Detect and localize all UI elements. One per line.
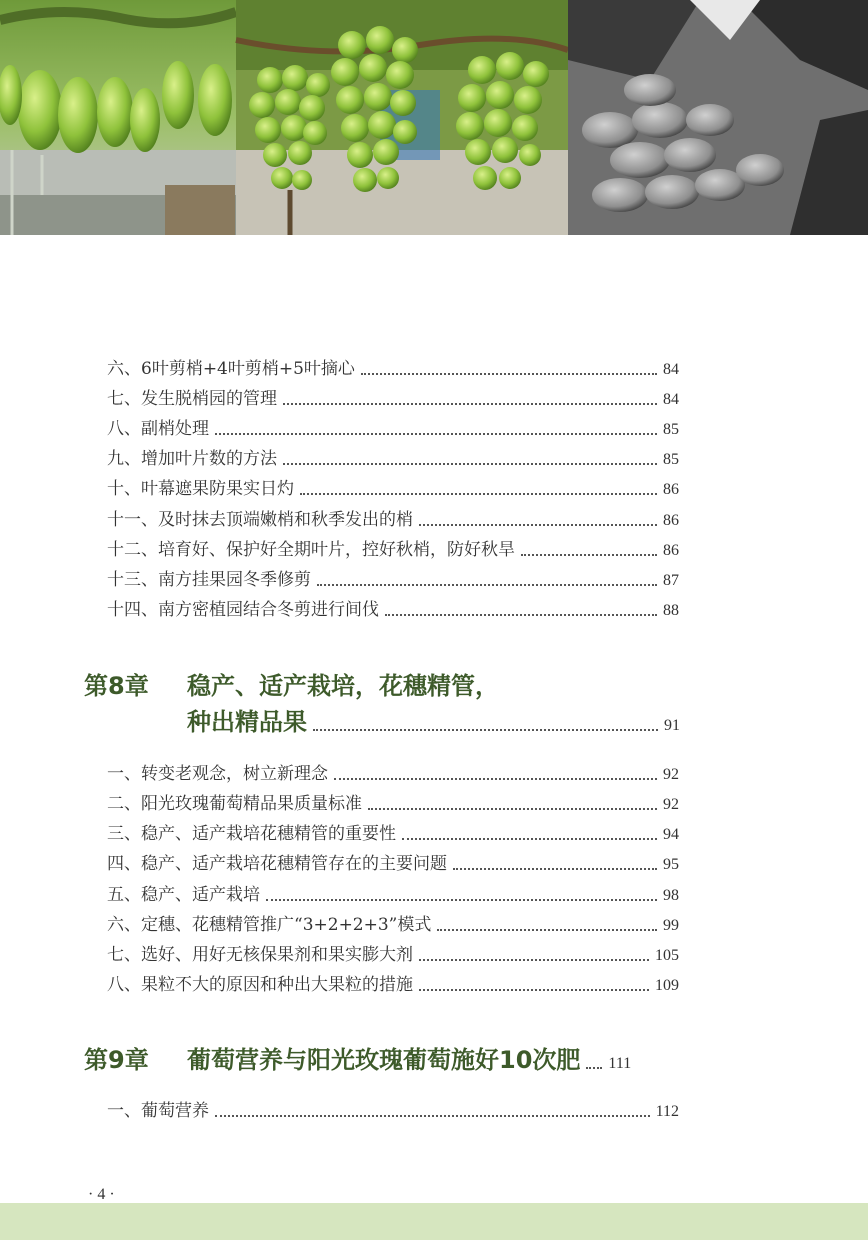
toc-entry-title: 八、副梢处理	[107, 419, 209, 439]
toc-leader-dots	[521, 554, 657, 556]
toc-entry[interactable]	[107, 883, 679, 907]
grape-vineyard-photo	[0, 0, 236, 235]
toc-entry[interactable]	[107, 973, 679, 997]
toc-leader-dots	[419, 989, 649, 991]
toc-entry-title: 十三、南方挂果园冬季修剪	[107, 570, 311, 590]
chapter-number: 第8章	[84, 672, 149, 700]
banner-illustration	[0, 0, 868, 235]
toc-entry-page: 105	[655, 947, 679, 964]
toc-leader-dots	[283, 463, 657, 465]
toc-leader-dots	[402, 838, 657, 840]
photo-banner	[0, 0, 868, 235]
chapter-number: 第9章	[84, 1046, 149, 1074]
toc-entry[interactable]	[107, 822, 679, 846]
grayscale-grape-closeup-photo	[568, 0, 868, 235]
toc-entry[interactable]	[107, 762, 679, 786]
toc-entry-title: 六、定穗、花穗精管推广“3+2+2+3”模式	[107, 915, 432, 935]
toc-leader-dots	[313, 729, 658, 731]
green-grape-clusters-photo	[236, 0, 568, 235]
toc-entry-page: 84	[663, 391, 679, 408]
toc-leader-dots	[300, 493, 657, 495]
toc-entry[interactable]	[107, 508, 679, 532]
toc-entry-page: 98	[663, 887, 679, 904]
toc-entry-page: 99	[663, 917, 679, 934]
toc-entry-title: 九、增加叶片数的方法	[107, 449, 277, 469]
toc-entry-title: 八、果粒不大的原因和种出大果粒的措施	[107, 975, 413, 995]
toc-entry-page: 86	[663, 542, 679, 559]
toc-entry-title: 一、葡萄营养	[107, 1101, 209, 1121]
toc-entry-title: 十二、培育好、保护好全期叶片，控好秋梢，防好秋旱	[107, 540, 515, 560]
toc-entry-page: 88	[663, 602, 679, 619]
toc-leader-dots	[437, 929, 657, 931]
toc-leader-dots	[361, 373, 657, 375]
toc-entry[interactable]	[107, 568, 679, 592]
chapter-title-line2: 种出精品果	[187, 708, 307, 736]
toc-leader-dots	[215, 433, 657, 435]
chapter-page: 111	[608, 1055, 632, 1072]
toc-entry[interactable]	[107, 598, 679, 622]
toc-leader-dots	[334, 778, 657, 780]
toc-entry[interactable]	[107, 357, 679, 381]
toc-leader-dots	[215, 1115, 650, 1117]
toc-entry-title: 三、稳产、适产栽培花穗精管的重要性	[107, 824, 396, 844]
page-number: · 4 ·	[88, 1186, 115, 1203]
toc-entry[interactable]	[107, 538, 679, 562]
toc-entry-page: 85	[663, 451, 679, 468]
chapter-title-line1: 稳产、适产栽培，花穗精管，	[187, 672, 499, 700]
chapter-page: 91	[664, 717, 680, 734]
toc-entry[interactable]	[107, 387, 679, 411]
toc-entry-title: 五、稳产、适产栽培	[107, 885, 260, 905]
toc-entry-page: 95	[663, 856, 679, 873]
toc-entry-page: 112	[655, 1103, 679, 1120]
toc-leader-dots	[317, 584, 657, 586]
toc-entry[interactable]	[107, 792, 679, 816]
toc-entry-page: 87	[663, 572, 679, 589]
toc-entry-title: 十、叶幕遮果防果实日灼	[107, 479, 294, 499]
toc-leader-dots	[283, 403, 657, 405]
toc-entry-title: 七、发生脱梢园的管理	[107, 389, 277, 409]
toc-leader-dots	[385, 614, 657, 616]
toc-entry[interactable]	[107, 447, 679, 471]
toc-leader-dots	[419, 524, 657, 526]
toc-leader-dots	[266, 899, 657, 901]
toc-leader-dots	[368, 808, 657, 810]
toc-entry[interactable]	[107, 1099, 679, 1123]
toc-entry[interactable]	[107, 417, 679, 441]
toc-entry-page: 86	[663, 512, 679, 529]
toc-entry-page: 84	[663, 361, 679, 378]
toc-entry-page: 109	[655, 977, 679, 994]
toc-entry-title: 七、选好、用好无核保果剂和果实膨大剂	[107, 945, 413, 965]
toc-entry-page: 85	[663, 421, 679, 438]
chapter-heading[interactable]	[84, 668, 680, 740]
footer-band	[0, 1203, 868, 1240]
chapter-title-line1: 葡萄营养与阳光玫瑰葡萄施好10次肥	[187, 1046, 581, 1074]
toc-entry-page: 86	[663, 481, 679, 498]
toc-leader-dots	[586, 1067, 602, 1069]
toc-entry-title: 十四、南方密植园结合冬剪进行间伐	[107, 600, 379, 620]
toc-entry-title: 六、6叶剪梢+4叶剪梢+5叶摘心	[107, 359, 355, 379]
toc-entry-title: 二、阳光玫瑰葡萄精品果质量标准	[107, 794, 362, 814]
toc-leader-dots	[453, 868, 657, 870]
toc-entry[interactable]	[107, 477, 679, 501]
toc-leader-dots	[419, 959, 649, 961]
toc-entry-page: 92	[663, 796, 679, 813]
toc-entry[interactable]	[107, 913, 679, 937]
chapter-heading[interactable]	[84, 1042, 680, 1078]
toc-entry-title: 十一、及时抹去顶端嫩梢和秋季发出的梢	[107, 510, 413, 530]
toc-entry-page: 94	[663, 826, 679, 843]
toc-entry[interactable]	[107, 852, 679, 876]
toc-entry-title: 一、转变老观念，树立新理念	[107, 764, 328, 784]
toc-entry[interactable]	[107, 943, 679, 967]
toc-entry-title: 四、稳产、适产栽培花穗精管存在的主要问题	[107, 854, 447, 874]
toc-entry-page: 92	[663, 766, 679, 783]
